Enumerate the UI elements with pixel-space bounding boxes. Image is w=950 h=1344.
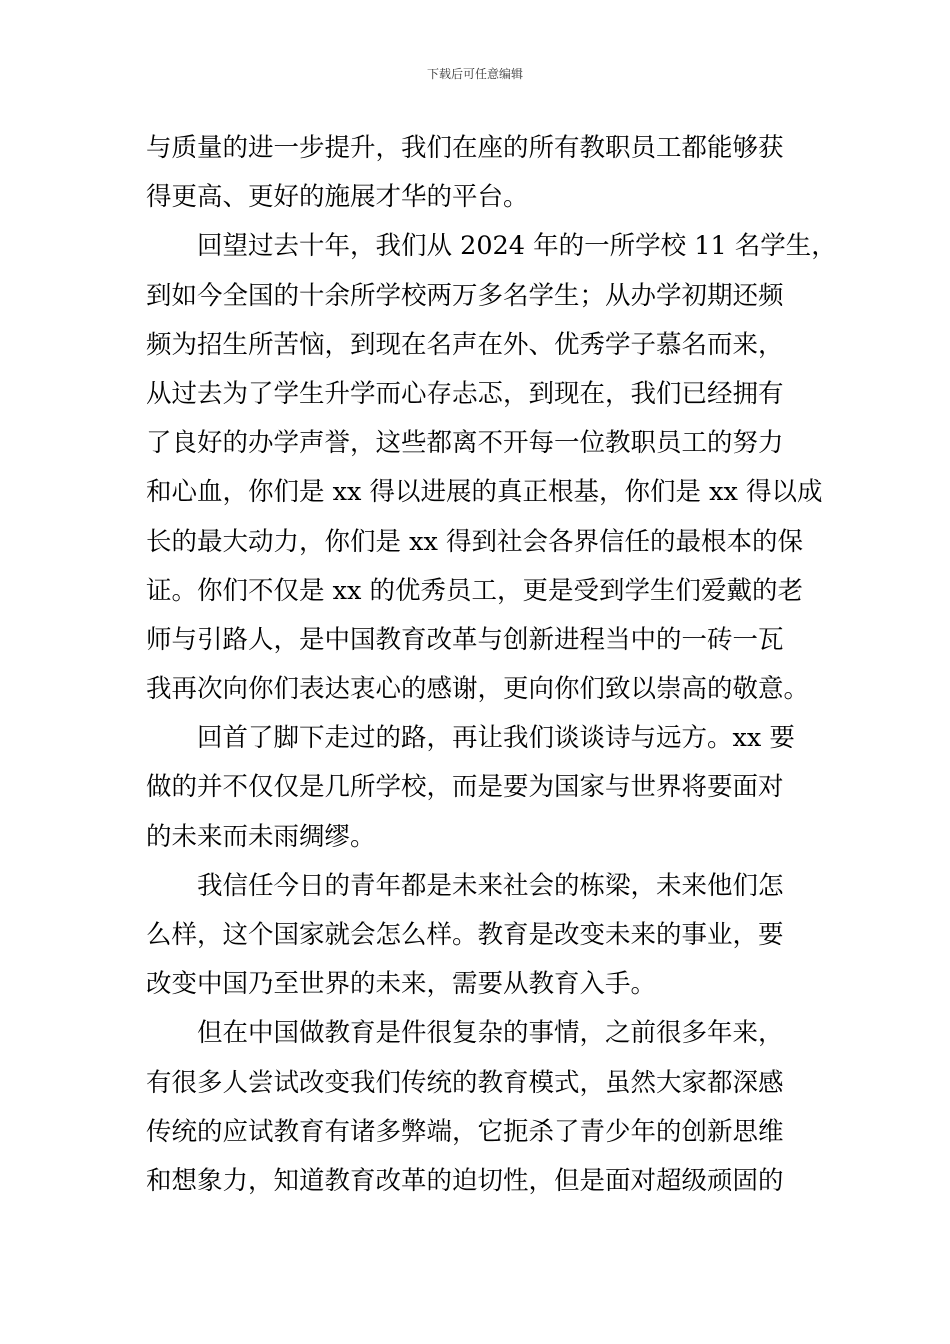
text-line: 从过去为了学生升学而心存忐忑，到现在，我们已经拥有	[146, 378, 784, 409]
text-line: 了良好的办学声誉，这些都离不开每一位教职员工的努力	[146, 428, 784, 459]
text-line: 么样，这个国家就会怎么样。教育是改变未来的事业，要	[146, 920, 784, 950]
text-line: 我信任今日的青年都是未来社会的栋梁，未来他们怎	[197, 870, 784, 901]
document-body	[146, 124, 837, 1206]
text-line: 和想象力，知道教育改革的迫切性，但是面对超级顽固的	[146, 1165, 784, 1196]
text-line: 做的并不仅仅是几所学校，而是要为国家与世界将要面对	[146, 772, 784, 803]
text-line: 师与引路人，是中国教育改革与创新进程当中的一砖一瓦	[146, 624, 784, 655]
text-line: 的未来而未雨绸缪。	[146, 821, 376, 852]
page-header: 下载后可任意编辑	[426, 67, 523, 81]
text-line: 我再次向你们表达衷心的感谢，更向你们致以崇高的敬意。	[146, 674, 810, 705]
text-line: 回首了脚下走过的路，再让我们谈谈诗与远方。xx 要	[197, 723, 795, 754]
text-line: 有很多人尝试改变我们传统的教育模式，虽然大家都深感	[146, 1067, 784, 1098]
text-line: 证。你们不仅是 xx 的优秀员工，更是受到学生们爱戴的老	[146, 575, 803, 606]
text-line: 回望过去十年，我们从 2024 年的一所学校 11 名学生，	[197, 231, 837, 262]
text-line: 与质量的进一步提升，我们在座的所有教职员工都能够获	[146, 133, 784, 163]
text-line: 改变中国乃至世界的未来，需要从教育入手。	[146, 969, 657, 1000]
text-line: 频为招生所苦恼，到现在名声在外、优秀学子慕名而来，	[146, 329, 784, 360]
text-line: 传统的应试教育有诸多弊端，它扼杀了青少年的创新思维	[146, 1116, 784, 1147]
text-line: 长的最大动力，你们是 xx 得到社会各界信任的最根本的保	[146, 526, 803, 557]
text-line: 但在中国做教育是件很复杂的事情，之前很多年来，	[197, 1018, 784, 1049]
text-line: 和心血，你们是 xx 得以进展的真正根基，你们是 xx 得以成	[146, 477, 823, 508]
text-line: 得更高、更好的施展才华的平台。	[146, 182, 529, 213]
text-line: 到如今全国的十余所学校两万多名学生；从办学初期还频	[146, 280, 784, 311]
